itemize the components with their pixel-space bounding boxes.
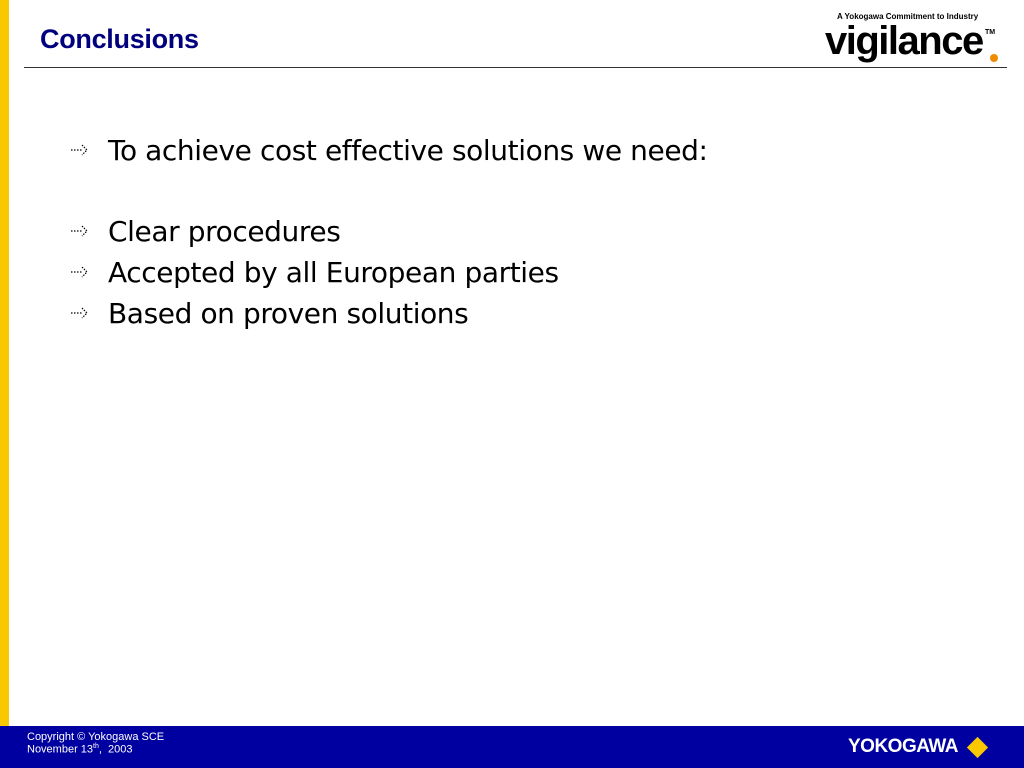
dotted-arrow-icon — [70, 306, 92, 320]
bullet-text: Accepted by all European parties — [108, 255, 559, 289]
vigilance-logo — [824, 10, 1004, 68]
footer-date — [27, 743, 133, 756]
bullet-item — [70, 213, 340, 249]
bullet-text: Based on proven solutions — [108, 296, 469, 330]
yokogawa-wordmark: YOKOGAWA — [848, 736, 959, 757]
bullet-text: To achieve cost effective solutions we need: — [108, 133, 708, 167]
footer-date-year: , 2003 — [98, 743, 133, 756]
dotted-arrow-icon — [70, 143, 92, 157]
yokogawa-logo — [848, 735, 985, 759]
dotted-arrow-icon — [70, 265, 92, 279]
logo-dot — [990, 54, 998, 62]
logo-wordmark: vigilance — [825, 19, 983, 63]
footer-date-ordinal: th — [93, 743, 99, 750]
yokogawa-diamond-icon — [967, 736, 988, 757]
left-accent-bar — [0, 0, 9, 726]
slide-title: Conclusions — [40, 24, 199, 54]
footer-copyright: Copyright © Yokogawa SCE — [27, 731, 165, 743]
logo-trademark: TM — [985, 29, 996, 36]
footer-bar — [0, 726, 1024, 768]
bullet-text: Clear procedures — [108, 214, 341, 248]
bullet-item — [70, 295, 468, 331]
footer-date-day: November 13 — [27, 743, 94, 756]
bullet-item — [70, 254, 559, 290]
logo-tagline: A Yokogawa Commitment to Industry — [837, 12, 979, 21]
bullet-item — [70, 132, 708, 168]
dotted-arrow-icon — [70, 224, 92, 238]
